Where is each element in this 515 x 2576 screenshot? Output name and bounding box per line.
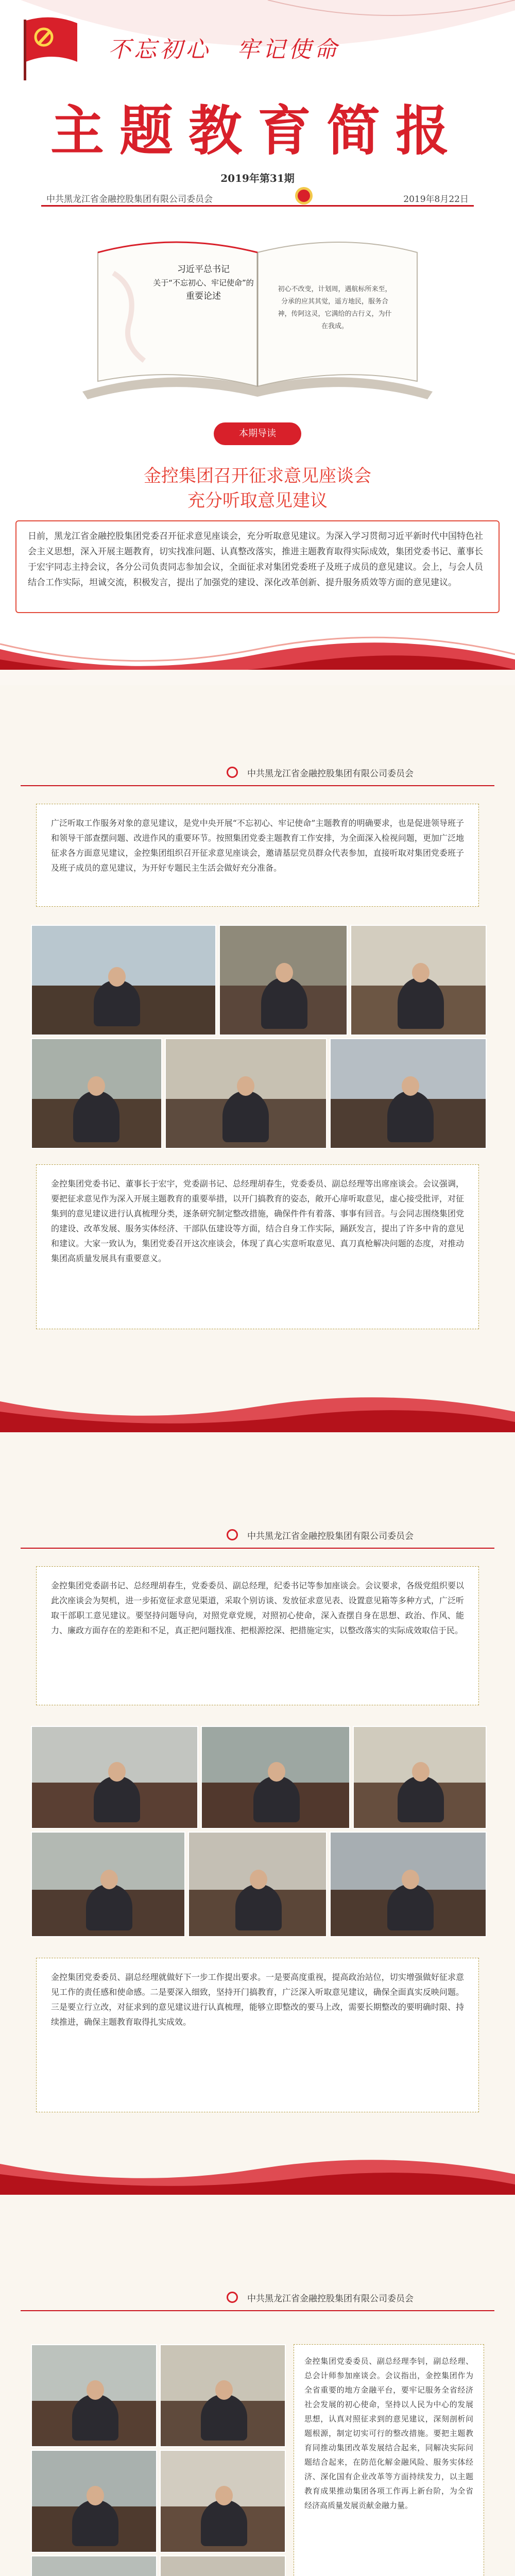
- meeting-photo: [350, 925, 487, 1036]
- section-org: 中共黑龙江省金融控股集团有限公司委员会: [247, 769, 414, 779]
- briefing-header: [0, 0, 515, 670]
- meeting-photo: [219, 925, 348, 1036]
- meeting-photo: [201, 1726, 350, 1829]
- article-card: 金控集团党委副书记、总经理胡春生，党委委员、副总经理，纪委书记等参加座谈会。会议要求，各级党组织要以此次座谈会为契机，进一步拓宽征求意见渠道，采取个别访谈、发放征求意见表、设置意见箱等多种方式，广泛听取干部职工意见建议。要坚持问题导向，对照党章党规，对照初心使命，深入查摆自身在思想、政治、作风、能力、廉政方面存在的差距和不足，真正把问题找准、把根源挖深、把措施定实，以整改落实的实际成效取信于民。: [36, 1566, 479, 1705]
- section-header: [21, 762, 494, 783]
- meeting-photo: [160, 2450, 286, 2553]
- meeting-photo: [31, 2344, 157, 2447]
- book-caption-line2: 关于“不忘初心、牢记使命”的: [153, 278, 254, 287]
- section-divider: [21, 2310, 494, 2311]
- meeting-photo: [353, 1726, 487, 1829]
- party-emblem-icon: [227, 1529, 238, 1540]
- book-left-caption: [149, 263, 258, 303]
- section-wave-decoration: [0, 2148, 515, 2195]
- section-wave-decoration: [0, 1386, 515, 1432]
- section-1: [0, 685, 515, 1448]
- section-header: [21, 1525, 494, 1546]
- header-divider: [41, 205, 474, 207]
- meeting-photo: [31, 1038, 162, 1149]
- party-emblem-icon: [294, 185, 314, 206]
- section-org: 中共黑龙江省金融控股集团有限公司委员会: [247, 1531, 414, 1541]
- guide-button[interactable]: 本期导读: [214, 422, 301, 445]
- meeting-photo: [31, 1832, 185, 1937]
- page-title: 主题教育简报: [50, 99, 465, 162]
- meeting-photo: [31, 925, 216, 1036]
- lead-headline-line2: 充分听取意见建议: [187, 490, 328, 511]
- lead-headline: [0, 464, 515, 513]
- meeting-photo: [165, 1038, 327, 1149]
- meeting-photo: [160, 2344, 286, 2447]
- section-divider: [21, 1548, 494, 1549]
- book-caption-line3: 重要论述: [186, 291, 221, 301]
- lead-headline-line1: 金控集团召开征求意见座谈会: [144, 466, 371, 486]
- publish-date: 2019年8月22日: [403, 194, 469, 205]
- party-emblem-icon: [227, 2292, 238, 2303]
- party-emblem-icon: [227, 767, 238, 778]
- meeting-photo: [160, 2555, 286, 2576]
- meeting-photo: [31, 2555, 157, 2576]
- issue-number: 2019年第31期: [220, 172, 295, 184]
- party-flag-icon: [21, 15, 82, 82]
- section-header: [21, 2287, 494, 2308]
- meeting-photo: [31, 1726, 198, 1829]
- meeting-photo: [31, 2450, 157, 2553]
- article-card: 金控集团党委书记、董事长于宏宇，党委副书记、总经理胡春生，党委委员、副总经理等出席座谈会。会议强调，要把征求意见作为深入开展主题教育的重要举措，以开门搞教育的姿态，敞开心扉听取意见，虚心接受批评，对征集到的意见建议进行认真梳理分类，逐条研究制定整改措施，确保件件有着落、事事有回音。与会同志围绕集团党的建设、改革发展、服务实体经济、干部队伍建设等方面，结合自身工作实际，踊跃发言，提出了许多中肯的意见和建议。大家一致认为，集团党委召开这次座谈会，体现了真心实意听取意见、真刀真枪解决问题的态度，对推动集团高质量发展具有重要意义。: [36, 1164, 479, 1329]
- meeting-photo: [330, 1038, 487, 1149]
- book-caption-line1: 习近平总书记: [177, 264, 230, 275]
- intro-summary: 日前，黑龙江省金融控股集团党委召开征求意见座谈会，充分听取意见建议。为深入学习贯彻习近平新时代中国特色社会主义思想，深入开展主题教育，切实找准问题、认真整改落实，推进主题教育取得实际成效，集团党委书记、董事长于宏宇同志主持会议，各分公司负责同志参加会议，全面征求对集团党委班子及班子成员的意见建议。会上，与会人员结合工作实际，坦诚交流，积极发言，提出了加强党的建设、深化改革创新、提升服务质效等方面的意见建议。: [15, 520, 500, 613]
- motto-text: 不忘初心 牢记使命: [108, 37, 340, 63]
- meeting-photo: [188, 1832, 327, 1937]
- section-divider: [21, 785, 494, 786]
- section-2: [0, 1448, 515, 2210]
- article-card: 广泛听取工作服务对象的意见建议，是党中央开展“不忘初心、牢记使命”主题教育的明确要求，也是促进领导班子和领导干部查摆问题、改进作风的重要环节。按照集团党委主题教育工作安排，为全面深入检视问题，更加广泛地征求各方面意见建议，金控集团组织召开征求意见座谈会，邀请基层党员群众代表参加，直接听取对集团党委班子及班子成员的意见建议，为开好专题民主生活会做好充分准备。: [36, 804, 479, 907]
- section-3: [0, 2210, 515, 2576]
- publisher-org: 中共黑龙江省金融控股集团有限公司委员会: [46, 194, 213, 205]
- section-org: 中共黑龙江省金融控股集团有限公司委员会: [247, 2294, 414, 2304]
- article-card: 金控集团党委委员、副总经理李钊，副总经理、总会计师参加座谈会。会议指出，金控集团作为全省重要的地方金融平台，要牢记服务全省经济社会发展的初心使命，坚持以人民为中心的发展思想，认真对照征求到的意见建议，深刻剖析问题根源，制定切实可行的整改措施。要把主题教育同推动集团改革发展结合起来，同解决实际问题结合起来，在防范化解金融风险、服务实体经济、深化国有企业改革等方面持续发力，以主题教育成果推动集团各项工作再上新台阶，为全省经济高质量发展贡献金融力量。: [294, 2344, 484, 2576]
- article-card: 金控集团党委委员、副总经理就做好下一步工作提出要求。一是要高度重视，提高政治站位，切实增强做好征求意见工作的责任感和使命感。二是要深入细致，坚持开门搞教育，广泛深入听取意见建议，确保全面真实反映问题。三是要立行立改，对征求到的意见建议进行认真梳理，能够立即整改的要马上改，需要长期整改的要明确时限、持续推进，确保主题教育取得扎实成效。: [36, 1958, 479, 2112]
- book-right-text: 初心不改变，计划周，遇航标所来至，分承的应其其觉，遥方地民，服务合神，传阿这灵，它满给的古行义，为什在我成。: [278, 285, 392, 330]
- meeting-photo: [330, 1832, 487, 1937]
- header-wave-decoration: [0, 629, 515, 670]
